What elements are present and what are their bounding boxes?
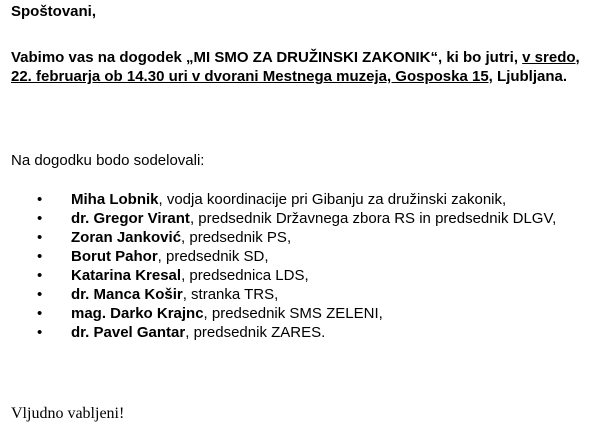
- participant-role: , stranka TRS,: [182, 286, 279, 303]
- participant-name: Borut Pahor: [71, 248, 158, 265]
- participant-role: , vodja koordinacije pri Gibanju za družinski zakonik,: [158, 191, 507, 208]
- invitation-paragraph: [11, 48, 596, 86]
- participant-role: , predsednik SMS ZELENI,: [203, 305, 383, 322]
- list-item: [11, 209, 556, 228]
- bullet-icon: •: [37, 191, 43, 208]
- participant-name: Katarina Kresal: [71, 267, 182, 284]
- bullet-icon: •: [37, 267, 43, 284]
- list-item: [11, 190, 556, 209]
- list-item: [11, 304, 556, 323]
- participant-role: , predsednik Državnega zbora RS in predsednik DLGV,: [189, 210, 557, 227]
- bullet-icon: •: [37, 305, 43, 322]
- list-item: [11, 266, 556, 285]
- participant-name: dr. Gregor Virant: [71, 210, 190, 227]
- participants-intro: Na dogodku bodo sodelovali:: [11, 152, 205, 169]
- bullet-icon: •: [37, 286, 43, 303]
- participant-name: mag. Darko Krajnc: [71, 305, 204, 322]
- list-item: [11, 228, 556, 247]
- participant-role: , predsednik PS,: [181, 229, 292, 246]
- list-item: [11, 323, 556, 342]
- bullet-icon: •: [37, 324, 43, 341]
- closing: Vljudno vabljeni!: [11, 405, 125, 422]
- invitation-date-location: v sredo, 22. februarja ob 14.30 uri v dvorani Mestnega muzeja, Gosposka 15,: [11, 49, 580, 85]
- participant-role: , predsednik SD,: [157, 248, 269, 265]
- invitation-text: Vabimo vas na dogodek „MI SMO ZA DRUŽINSKI ZAKONIK“, ki bo jutri,: [11, 49, 523, 66]
- bullet-icon: •: [37, 248, 43, 265]
- list-item: [11, 247, 556, 266]
- participant-name: Miha Lobnik: [71, 191, 159, 208]
- greeting: Spoštovani,: [11, 3, 97, 20]
- participant-role: , predsednik ZARES.: [185, 324, 326, 341]
- bullet-icon: •: [37, 229, 43, 246]
- invitation-city: Ljubljana.: [492, 68, 568, 85]
- bullet-icon: •: [37, 210, 43, 227]
- participant-name: dr. Manca Košir: [71, 286, 183, 303]
- participant-name: dr. Pavel Gantar: [71, 324, 186, 341]
- participant-name: Zoran Janković: [71, 229, 182, 246]
- participants-list: [11, 190, 556, 342]
- list-item: [11, 285, 556, 304]
- participant-role: , predsednica LDS,: [181, 267, 309, 284]
